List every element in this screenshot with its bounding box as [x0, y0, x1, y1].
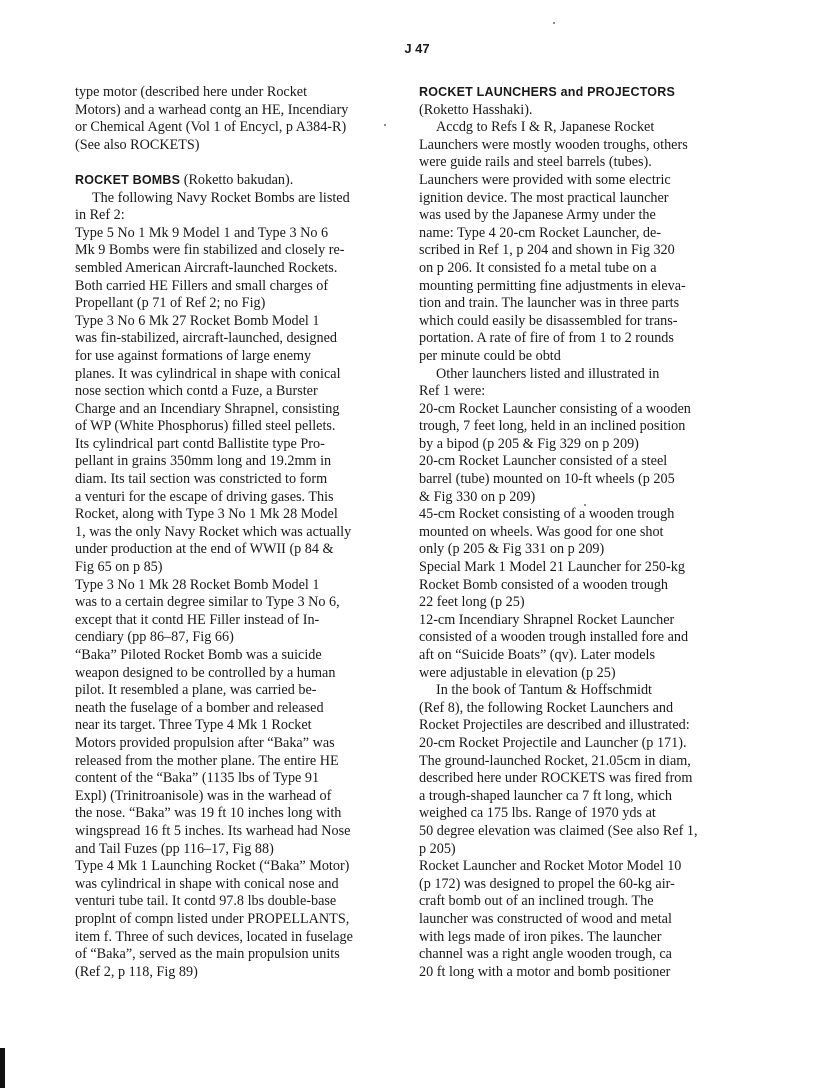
text-line: 1, was the only Navy Rocket which was actually [75, 523, 352, 540]
text-line: or Chemical Agent (Vol 1 of Encycl, p A384-R) [75, 119, 347, 136]
text-line: item f. Three of such devices, located in fuselage [75, 928, 353, 945]
text-line: (See also ROCKETS) [75, 136, 200, 153]
page-number: J 47 [404, 41, 430, 56]
text-line: craft bomb out of an inclined trough. The [419, 893, 654, 910]
text-line: venturi tube tail. It contd 97.8 lbs double-base [75, 893, 337, 910]
paragraph-gap [75, 154, 427, 172]
text-line: mounting permitting fine adjustments in eleva- [419, 277, 686, 294]
scan-speck [584, 504, 586, 506]
text-line: diam. Its tail section was constricted to form [75, 471, 328, 488]
text-line: ignition device. The most practical launcher [419, 189, 669, 206]
text-line: Rocket Projectiles are described and illustrated: [419, 717, 690, 734]
text-line: Rocket Launcher and Rocket Motor Model 10 [419, 858, 682, 875]
text-line: by a bipod (p 205 & Fig 329 on p 209) [419, 435, 639, 452]
text-line: 20 ft long with a motor and bomb positioner [419, 963, 671, 980]
text-line: barrel (tube) mounted on 10-ft wheels (p 205 [419, 471, 675, 488]
text-line: under production at the end of WWII (p 84 & [75, 541, 334, 558]
text-line: released from the mother plane. The entire HE [75, 752, 339, 769]
text-line: sembled American Aircraft-launched Rockets. [75, 259, 338, 276]
text-line: weapon designed to be controlled by a human [75, 664, 336, 681]
text-line: Launchers were mostly wooden troughs, others [419, 136, 688, 153]
text-line: 22 feet long (p 25) [419, 594, 525, 611]
text-line: 20-cm Rocket Launcher consisted of a steel [419, 453, 668, 470]
text-line: only (p 205 & Fig 331 on p 209) [419, 541, 605, 558]
text-line: aft on “Suicide Boats” (qv). Later models [419, 647, 655, 663]
text-line: “Baka” Piloted Rocket Bomb was a suicide [75, 647, 322, 663]
text-line: neath the fuselage of a bomber and released [75, 699, 324, 716]
text-line: The ground-launched Rocket, 21.05cm in diam, [419, 752, 691, 769]
text-line: consisted of a wooden trough installed fore and [419, 629, 689, 646]
text-line: was fin-stabilized, aircraft-launched, designed [75, 330, 337, 347]
text-line: name: Type 4 20-cm Rocket Launcher, de- [419, 224, 662, 241]
text-line: 12-cm Incendiary Shrapnel Rocket Launcher [419, 611, 675, 628]
scan-speck [384, 124, 386, 126]
text-line: described here under ROCKETS was fired from [419, 770, 693, 787]
text-line: (p 172) was designed to propel the 60-kg air- [419, 875, 675, 892]
text-line: Accdg to Refs I & R, Japanese Rocket [436, 119, 655, 136]
text-line: was cylindrical in shape with conical nose and [75, 875, 339, 892]
text-line: Special Mark 1 Model 21 Launcher for 250-kg [419, 559, 685, 576]
text-line: trough, 7 feet long, held in an inclined position [419, 418, 686, 435]
scan-speck [553, 22, 555, 24]
text-line: per minute could be obtd [419, 347, 561, 364]
text-line: nose section which contd a Fuze, a Burster [75, 383, 318, 400]
text-line: Expl) (Trinitroanisole) was in the warhead of [75, 787, 332, 804]
text-line: Rocket Bomb consisted of a wooden trough [419, 576, 669, 593]
text-line: scribed in Ref 1, p 204 and shown in Fig 320 [419, 242, 675, 259]
text-line: content of the “Baka” (1135 lbs of Type 91 [75, 770, 320, 787]
text-line: Type 3 No 6 Mk 27 Rocket Bomb Model 1 [75, 312, 320, 329]
text-line: cendiary (pp 86–87, Fig 66) [75, 629, 234, 646]
text-line: 50 degree elevation was claimed (See also Ref 1, [419, 822, 698, 839]
text-line: Rocket, along with Type 3 No 1 Mk 28 Model [75, 506, 338, 523]
text-line: (Ref 8), the following Rocket Launchers and [419, 699, 674, 716]
text-line: channel was a right angle wooden trough, ca [419, 946, 672, 963]
section-heading [419, 84, 767, 102]
text-line: Mk 9 Bombs were fin stabilized and closely re- [75, 242, 345, 259]
text-line: mounted on wheels. Was good for one shot [419, 523, 664, 540]
text-line: for use against formations of large enemy [75, 347, 312, 364]
text-line: Type 4 Mk 1 Launching Rocket (“Baka” Motor) [75, 858, 350, 875]
text-line: 20-cm Rocket Launcher consisting of a wooden [419, 400, 691, 417]
text-line: portation. A rate of fire of from 1 to 2 rounds [419, 330, 674, 347]
text-line: Other launchers listed and illustrated in [436, 365, 660, 382]
text-line: near its target. Three Type 4 Mk 1 Rocket [75, 717, 312, 734]
text-line: a venturi for the escape of driving gases. This [75, 488, 334, 505]
text-line: except that it contd HE Filler instead of In- [75, 611, 320, 628]
text-line: was used by the Japanese Army under the [419, 207, 656, 224]
text-line: 45-cm Rocket consisting of a wooden trough [419, 506, 675, 523]
text-line: on p 206. It consisted fo a metal tube on a [419, 259, 657, 276]
text-line: were guide rails and steel barrels (tubes). [419, 154, 652, 171]
text-line: Propellant (p 71 of Ref 2; no Fig) [75, 295, 266, 312]
text-line: weighed ca 175 lbs. Range of 1970 yds at [419, 805, 656, 822]
text-line: with legs made of iron pikes. The launcher [419, 928, 662, 945]
text-line: Fig 65 on p 85) [75, 559, 163, 576]
text-line: planes. It was cylindrical in shape with conical [75, 365, 341, 382]
text-line: launcher was constructed of wood and metal [419, 910, 672, 927]
text-line: pilot. It resembled a plane, was carried be- [75, 682, 317, 699]
text-line: Both carried HE Fillers and small charges of [75, 277, 329, 294]
text-line: of WP (White Phosphorus) filled steel pellets. [75, 418, 336, 435]
text-line: were adjustable in elevation (p 25) [419, 664, 616, 681]
heading-translation: (Roketto bakudan). [180, 171, 294, 188]
text-line: Its cylindrical part contd Ballistite type Pro- [75, 435, 325, 452]
text-line: In the book of Tantum & Hoffschmidt [436, 682, 652, 699]
text-line: tion and train. The launcher was in three parts [419, 295, 680, 312]
text-line: was to a certain degree similar to Type 3 No 6, [75, 594, 340, 611]
text-line: a trough-shaped launcher ca 7 ft long, which [419, 787, 672, 804]
text-line: pellant in grains 350mm long and 19.2mm in [75, 453, 332, 470]
heading-term: ROCKET LAUNCHERS and PROJECTORS [419, 85, 675, 99]
text-line: Type 3 No 1 Mk 28 Rocket Bomb Model 1 [75, 576, 320, 593]
text-line: 20-cm Rocket Projectile and Launcher (p 171). [419, 734, 687, 751]
text-line: & Fig 330 on p 209) [419, 488, 536, 505]
text-line: type motor (described here under Rocket [75, 84, 308, 100]
text-line: and Tail Fuzes (pp 116–17, Fig 88) [75, 840, 274, 857]
text-line: of “Baka”, served as the main propulsion units [75, 946, 340, 963]
section-heading [75, 172, 427, 190]
text-line: Type 5 No 1 Mk 9 Model 1 and Type 3 No 6 [75, 224, 329, 241]
text-line: (Ref 2, p 118, Fig 89) [75, 963, 198, 980]
text-line: wingspread 16 ft 5 inches. Its warhead had Nose [75, 822, 351, 839]
scan-edge-mark [0, 1048, 5, 1088]
text-line: which could easily be disassembled for trans- [419, 312, 678, 329]
left-column [75, 84, 427, 981]
heading-term: ROCKET BOMBS [75, 172, 181, 187]
text-line: Ref 1 were: [419, 383, 486, 400]
text-line: (Roketto Hasshaki). [419, 101, 533, 118]
text-line: The following Navy Rocket Bombs are listed [92, 189, 350, 206]
text-line: Launchers were provided with some electric [419, 171, 671, 188]
text-line: Motors) and a warhead contg an HE, Incendiary [75, 101, 349, 118]
right-column [419, 84, 767, 981]
text-line: the nose. “Baka” was 19 ft 10 inches long with [75, 805, 342, 822]
text-line: Motors provided propulsion after “Baka” was [75, 734, 335, 751]
text-line: Charge and an Incendiary Shrapnel, consisting [75, 400, 340, 417]
text-line: p 205) [419, 840, 456, 857]
text-line: in Ref 2: [75, 207, 125, 224]
text-line: proplnt of compn listed under PROPELLANTS, [75, 910, 350, 927]
